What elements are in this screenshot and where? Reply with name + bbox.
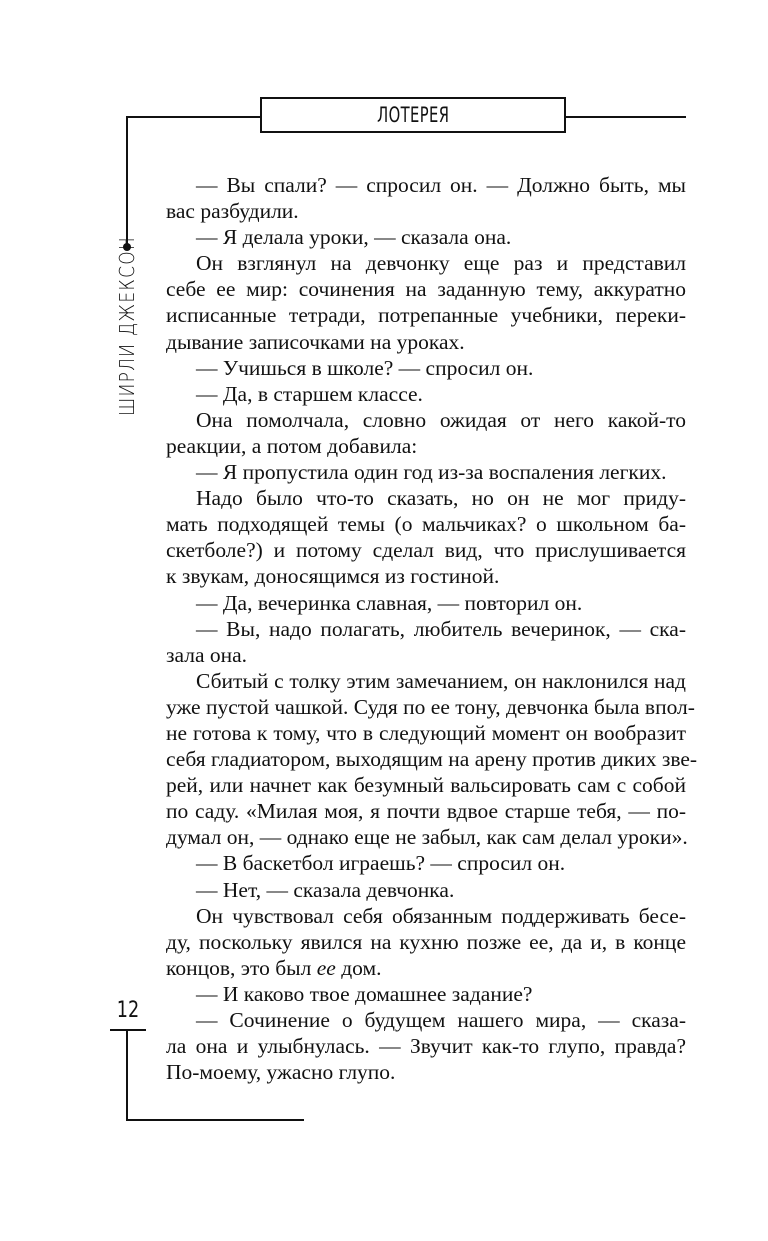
text-line: исписанные тетради, потрепанные учебники, переки- bbox=[166, 303, 686, 328]
paragraph bbox=[166, 355, 686, 381]
text-line: себе ее мир: сочинения на заданную тему, аккуратно bbox=[166, 277, 686, 302]
text-line: уже пустой чашкой. Судя по ее тону, девчонка была впол- bbox=[166, 694, 695, 719]
footer-rule bbox=[126, 1119, 304, 1121]
page-number-rule bbox=[110, 1029, 146, 1031]
text-line: — И каково твое домашнее задание? bbox=[196, 981, 533, 1006]
page-number: 12 bbox=[116, 998, 140, 1023]
text-line: рей, или начнет как безумный вальсировать сам с собой bbox=[166, 773, 686, 798]
text-line: думал он, — однако еще не забыл, как сам делал уроки». bbox=[166, 825, 688, 850]
text-line: Он взглянул на девчонку еще раз и представил bbox=[196, 251, 686, 276]
text-line: Он чувствовал себя обязанным поддерживать бесе- bbox=[196, 903, 686, 928]
chapter-title-box bbox=[260, 97, 566, 133]
paragraph bbox=[166, 224, 686, 250]
paragraph bbox=[166, 981, 686, 1007]
header-rule-right bbox=[566, 116, 686, 118]
paragraph bbox=[166, 850, 686, 876]
text-line: — Вы спали? — спросил он. — Должно быть, мы bbox=[196, 173, 686, 197]
paragraph bbox=[166, 250, 686, 354]
text-line: — Вы, надо полагать, любитель вечеринок, — ска- bbox=[196, 616, 686, 641]
text-line: мать подходящей темы (о мальчиках? о школьном ба- bbox=[166, 512, 686, 537]
paragraph bbox=[166, 1007, 686, 1085]
text-line: — Сочинение о будущем нашего мира, — сказа- bbox=[196, 1008, 686, 1032]
emphasis: ее bbox=[316, 955, 336, 980]
text-line: — Да, вечеринка славная, — повторил он. bbox=[196, 590, 583, 615]
text-line: скетболе?) и потому сделал вид, что прислушивается bbox=[166, 538, 686, 563]
text-line: — Нет, — сказала девчонка. bbox=[196, 877, 455, 902]
chapter-title: ЛОТЕРЕЯ bbox=[376, 103, 450, 127]
margin-rule-bottom bbox=[126, 1029, 128, 1121]
text-line: — В баскетбол играешь? — спросил он. bbox=[196, 851, 566, 876]
paragraph bbox=[166, 668, 698, 851]
paragraph bbox=[166, 407, 686, 459]
text-line: реакции, а потом добавила: bbox=[166, 433, 418, 458]
text-line: концов, это был ее дом. bbox=[166, 955, 382, 980]
text-line: вас разбудили. bbox=[166, 199, 299, 224]
text-line: — Я пропустила один год из-за воспаления легких. bbox=[196, 460, 667, 485]
paragraph bbox=[166, 172, 686, 224]
paragraph bbox=[166, 877, 686, 903]
paragraph bbox=[166, 903, 686, 981]
text-line: себя гладиатором, выходящим на арену против диких зве- bbox=[166, 747, 698, 772]
paragraph bbox=[166, 459, 686, 485]
text-line: — Учишься в школе? — спросил он. bbox=[196, 355, 534, 380]
text-line: ла она и улыбнулась. — Звучит как-то глупо, правда? bbox=[166, 1034, 686, 1059]
text-line: к звукам, доносящимся из гостиной. bbox=[166, 564, 500, 589]
text-line: — Я делала уроки, — сказала она. bbox=[196, 225, 512, 250]
running-author-name: ШИРЛИ ДЖЕКСОН bbox=[115, 236, 139, 416]
paragraph bbox=[166, 616, 686, 668]
text-line: не готова к тому, что в следующий момент он вообразит bbox=[166, 720, 686, 745]
text-line: Сбитый с толку этим замечанием, он наклонился над bbox=[196, 668, 686, 693]
body-text bbox=[166, 172, 698, 1085]
text-line: по саду. «Милая моя, я почти вдвое старше тебя, — по- bbox=[166, 799, 686, 824]
text-line: По-моему, ужасно глупо. bbox=[166, 1060, 396, 1085]
text-line: зала она. bbox=[166, 642, 248, 667]
paragraph bbox=[166, 381, 686, 407]
text-line: дывание записочками на уроках. bbox=[166, 329, 465, 354]
paragraph bbox=[166, 590, 686, 616]
text-line: — Да, в старшем классе. bbox=[196, 381, 423, 406]
paragraph bbox=[166, 485, 686, 589]
header-rule-left bbox=[127, 116, 261, 118]
text-line: Она помолчала, словно ожидая от него какой-то bbox=[196, 407, 686, 432]
text-line: ду, поскольку явился на кухню позже ее, да и, в конце bbox=[166, 929, 686, 954]
text-line: Надо было что-то сказать, но он не мог приду- bbox=[196, 486, 686, 511]
